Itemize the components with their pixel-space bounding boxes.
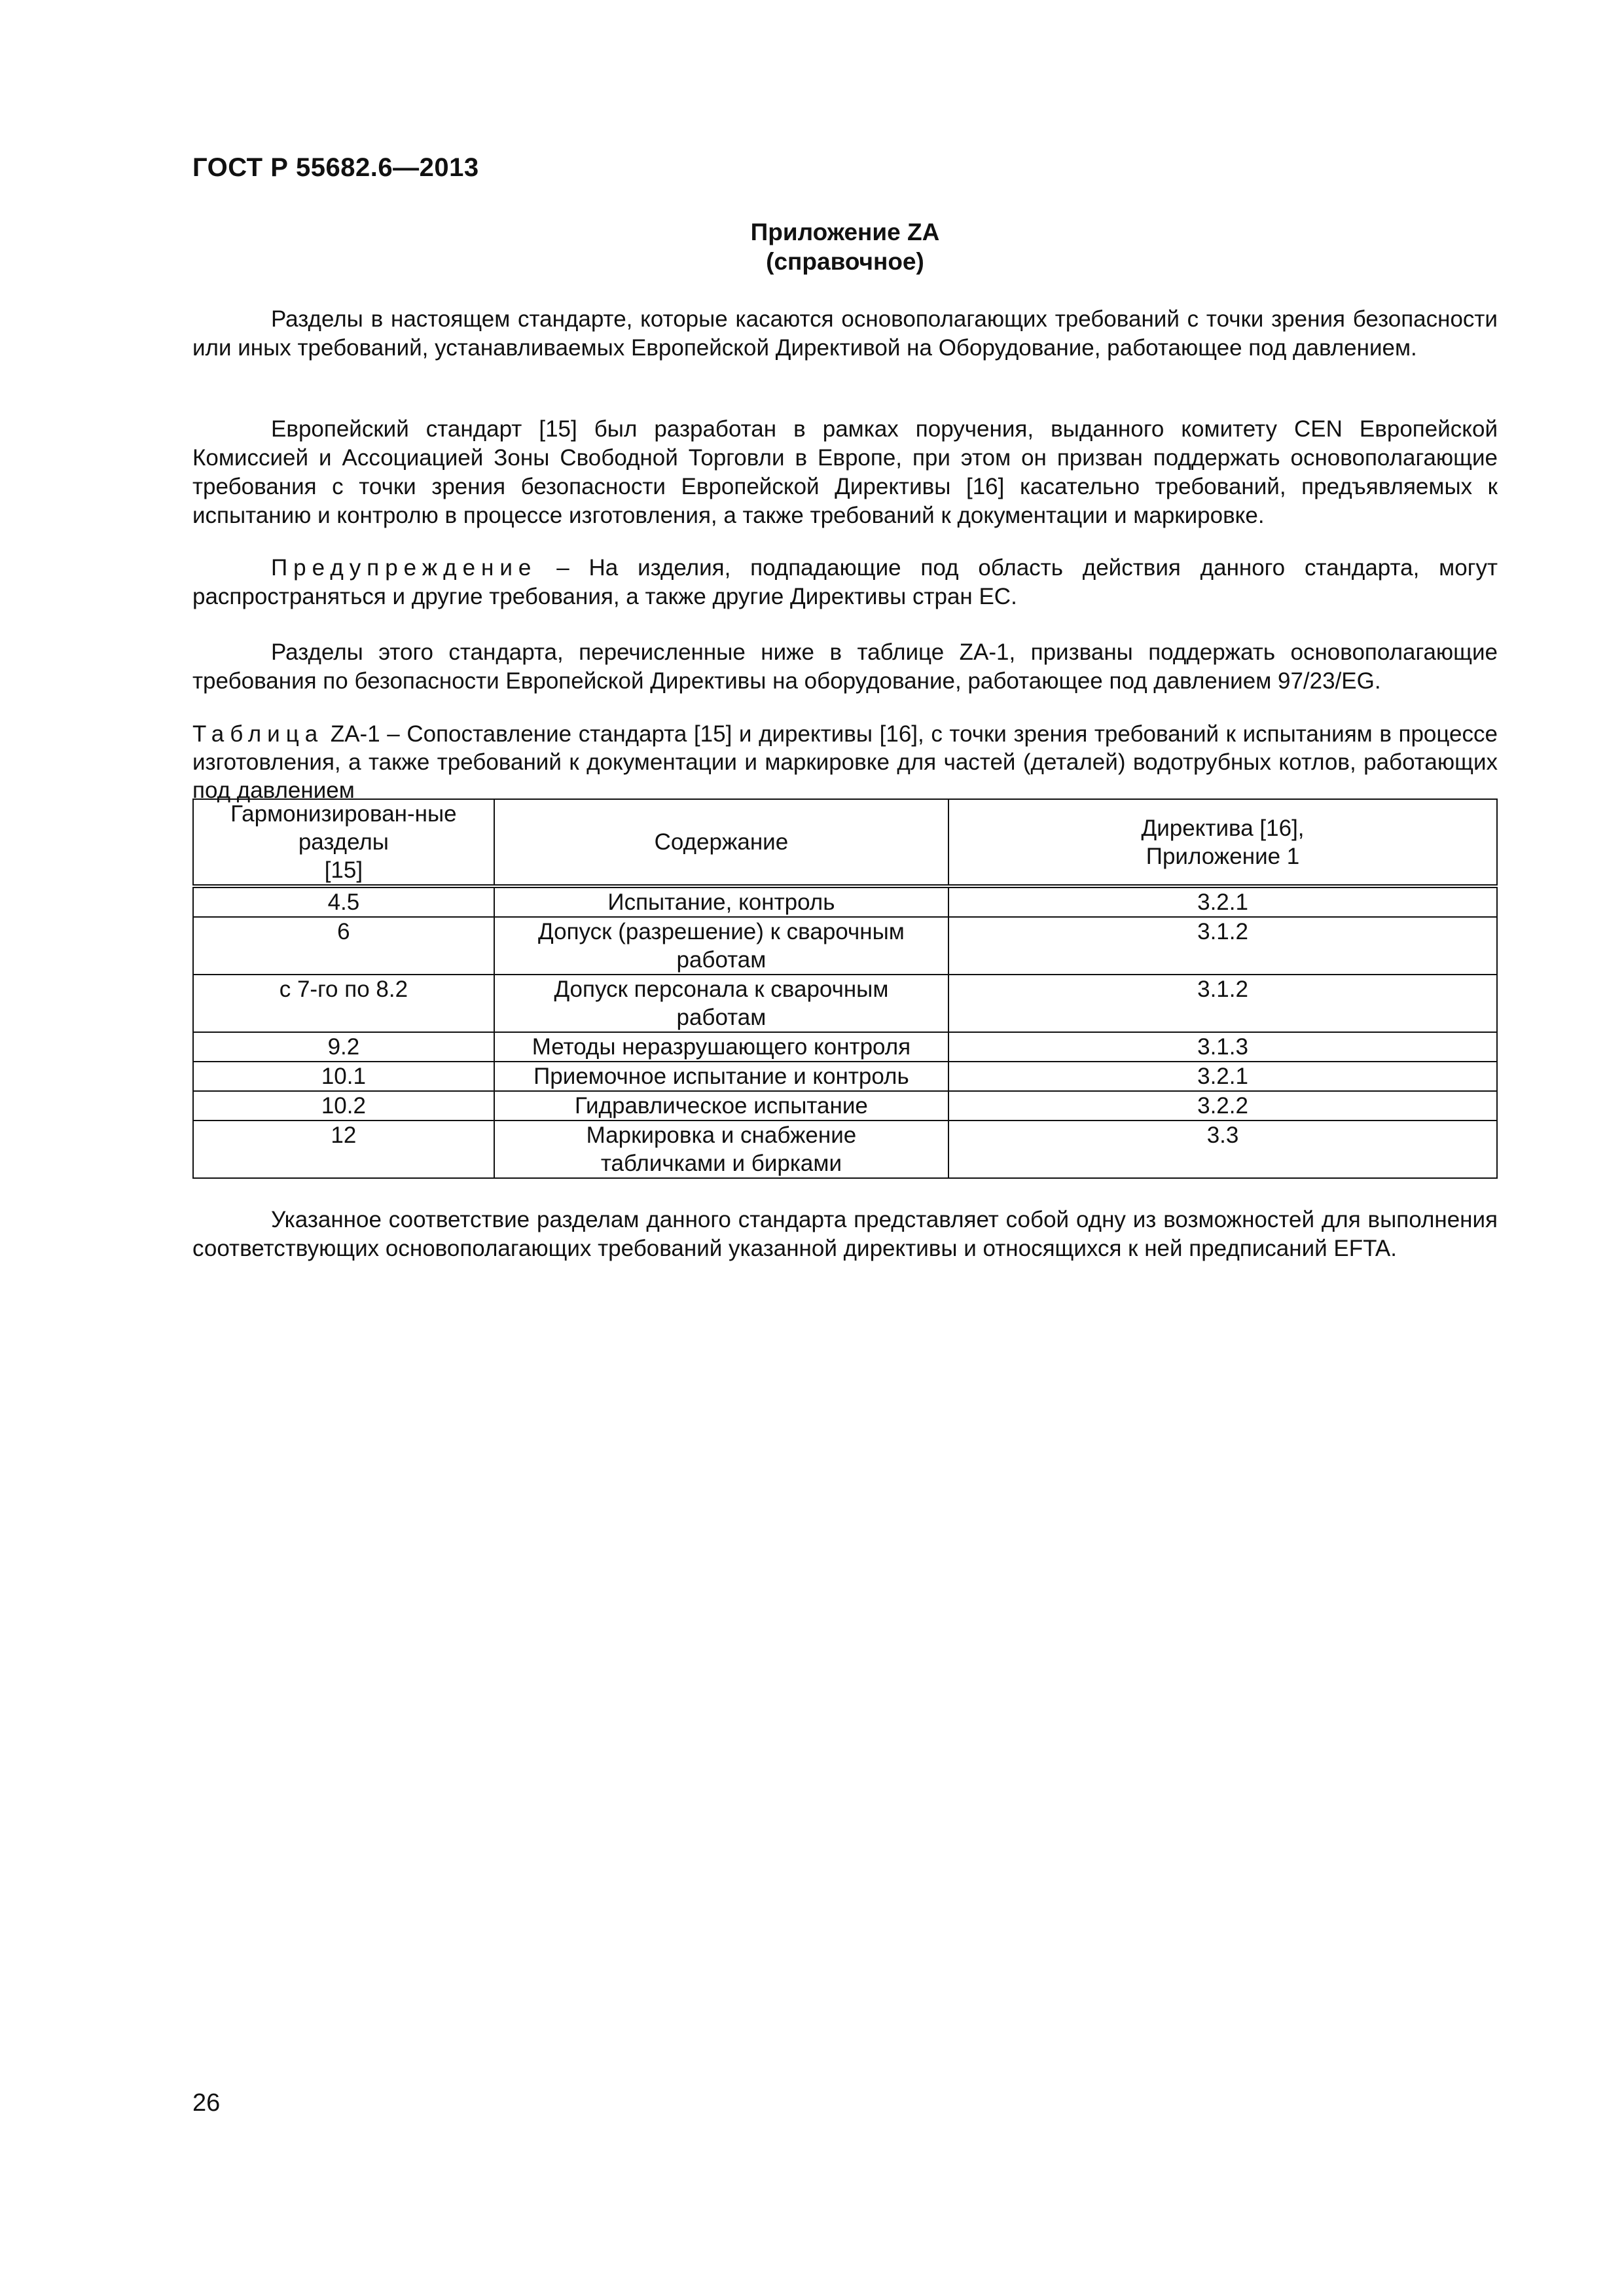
table-row: [193, 1091, 1497, 1121]
paragraph-warning: [192, 554, 1498, 611]
table-row: [193, 917, 1497, 975]
table-caption-text: ZA-1 – Сопоставление стандарта [15] и директивы [16], с точки зрения требований к испытаниям в процессе изготовления, а также требований к документации и маркировке для частей (деталей) водотрубных котлов, работающих под давлением: [192, 721, 1498, 803]
cell-content: Маркировка и снабжение табличками и бирками: [494, 1121, 948, 1178]
page-number: 26: [192, 2089, 221, 2117]
cell-section: 4.5: [193, 886, 494, 917]
cell-section: 10.1: [193, 1062, 494, 1091]
cell-content: Приемочное испытание и контроль: [494, 1062, 948, 1091]
comparison-table: [192, 798, 1498, 1179]
document-id-header: ГОСТ Р 55682.6—2013: [192, 153, 479, 182]
cell-directive: 3.1.2: [948, 975, 1497, 1032]
cell-content: Испытание, контроль: [494, 886, 948, 917]
warning-text: – На изделия, подпадающие под область действия данного стандарта, могут распространяться и другие требования, а также другие Директивы стран ЕС.: [192, 555, 1498, 609]
table-row: [193, 1062, 1497, 1091]
paragraph-table-intro: Разделы этого стандарта, перечисленные ниже в таблице ZA-1, призваны поддержать основополагающие требования по безопасности Европейской Директивы на оборудование, работающее под давлением 97/23/EG.: [192, 639, 1498, 694]
cell-content: Допуск (разрешение) к сварочным работам: [494, 917, 948, 975]
table-row: [193, 1032, 1497, 1062]
paragraph-conclusion: Указанное соответствие разделам данного стандарта представляет собой одну из возможностей для выполнения соответствующих основополагающих требований указанной директивы и относящихся к ней предписаний EFTA.: [192, 1207, 1498, 1261]
paragraph-origin: Европейский стандарт [15] был разработан в рамках поручения, выданного комитету CEN Европейской Комиссией и Ассоциацией Зоны Свободной Торговли в Европе, при этом он призван поддержать основополагающие требования с точки зрения безопасности Европейской Директивы [16] касательно требований, предъявляемых к испытанию и контролю в процессе изготовления, а также требований к документации и маркировке.: [192, 416, 1498, 528]
warning-label: Предупреждение: [271, 555, 537, 581]
table-row: [193, 975, 1497, 1032]
cell-directive: 3.1.2: [948, 917, 1497, 975]
cell-section: 9.2: [193, 1032, 494, 1062]
table-caption-label: Таблица: [192, 721, 324, 747]
header-content: Содержание: [494, 799, 948, 886]
cell-content: Гидравлическое испытание: [494, 1091, 948, 1121]
appendix-title: Приложение ZA: [750, 219, 940, 245]
cell-content: Допуск персонала к сварочным работам: [494, 975, 948, 1032]
header-directive-label: Директива [16],: [1141, 815, 1305, 841]
header-harmonized-ref: [15]: [324, 857, 363, 883]
table-header-row: [193, 799, 1497, 886]
cell-section: 10.2: [193, 1091, 494, 1121]
table-caption: [192, 720, 1498, 804]
cell-section: 12: [193, 1121, 494, 1178]
table-row: [193, 1121, 1497, 1178]
cell-section: с 7-го по 8.2: [193, 975, 494, 1032]
cell-directive: 3.2.1: [948, 886, 1497, 917]
cell-directive: 3.2.2: [948, 1091, 1497, 1121]
cell-directive: 3.2.1: [948, 1062, 1497, 1091]
header-harmonized-sections: [193, 799, 494, 886]
cell-section: 6: [193, 917, 494, 975]
header-directive: [948, 799, 1497, 886]
appendix-subtitle: (справочное): [766, 248, 924, 275]
cell-directive: 3.3: [948, 1121, 1497, 1178]
table-row: [193, 886, 1497, 917]
cell-directive: 3.1.3: [948, 1032, 1497, 1062]
header-harmonized-label: Гармонизирован-ные разделы: [230, 801, 457, 855]
cell-content: Методы неразрушающего контроля: [494, 1032, 948, 1062]
paragraph-scope: Разделы в настоящем стандарте, которые касаются основополагающих требований с точки зрения безопасности или иных требований, устанавливаемых Европейской Директивой на Оборудование, работающее под давлением.: [192, 306, 1498, 361]
header-directive-annex: Приложение 1: [1146, 843, 1300, 869]
